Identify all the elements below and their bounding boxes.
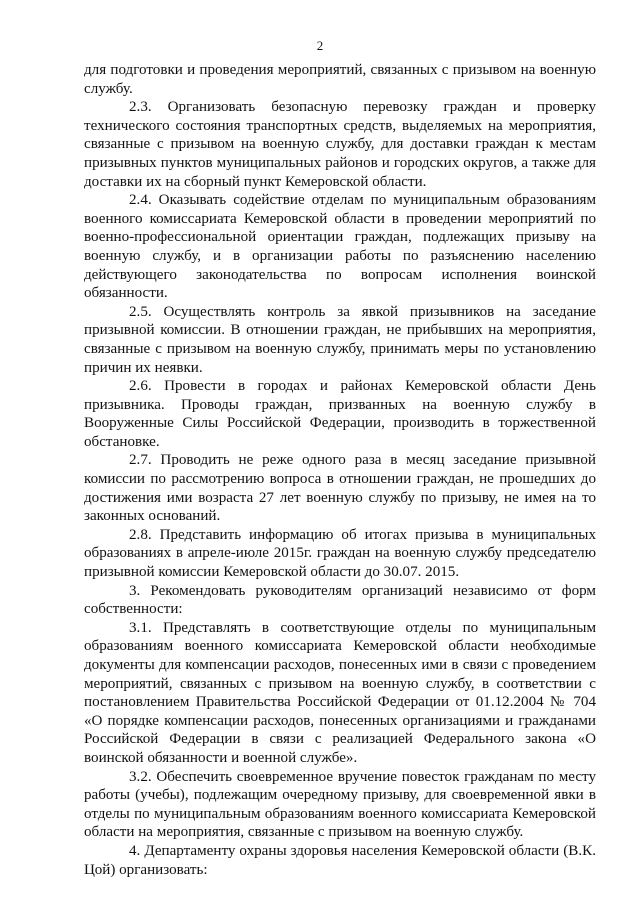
paragraph-3: 3. Рекомендовать руководителям организаций независимо от форм собственности: [84, 582, 596, 618]
paragraph-2-3: 2.3. Организовать безопасную перевозку граждан и проверку технического состояния транспортных средств, выделяемых на мероприятия, связанные с призывом на военную службу, для доставки граждан к местам призывных пунктов муниципальных районов и городских округов, а также для доставки их на сборный пункт Кемеровской области. [84, 99, 596, 190]
paragraph-3-2: 3.2. Обеспечить своевременное вручение повесток гражданам по месту работы (учебы), подлежащим очередному призыву, для своевременной явки в отделы по муниципальным образованиям военного комиссариата Кемеровской области на мероприятия, связанные с призывом на военную службу. [84, 768, 596, 841]
paragraph-2-5: 2.5. Осуществлять контроль за явкой призывников на заседание призывной комиссии. В отношении граждан, не прибывших на мероприятия, связанные с призывом на военную службу, принимать меры по установлению причин их неявки. [84, 303, 596, 376]
paragraph-continuation: для подготовки и проведения мероприятий, связанных с призывом на военную службу. [84, 62, 596, 97]
paragraph-2-8: 2.8. Представить информацию об итогах призыва в муниципальных образованиях в апреле-июле 2015г. граждан на военную службу председателю призывной комиссии Кемеровской области до 30.07. 2015. [84, 526, 596, 581]
paragraph-2-6: 2.6. Провести в городах и районах Кемеровской области День призывника. Проводы граждан, призванных на военную службу в Вооруженные Силы Российской Федерации, производить в торжественной обстановке. [84, 378, 596, 450]
page-number: 2 [316, 38, 324, 53]
paragraph-2-4: 2.4. Оказывать содействие отделам по муниципальным образованиям военного комиссариата Кемеровской области в проведении мероприятий по военно-профессиональной ориентации граждан, подлежащих призыву на военную службу, и в организации работы по разъяснению населению действующего законодательства по вопросам исполнения воинской обязанности. [84, 192, 596, 302]
document-body [84, 61, 596, 879]
paragraph-2-7: 2.7. Проводить не реже одного раза в месяц заседание призывной комиссии по рассмотрению вопроса в отношении граждан, не прошедших до достижения ими возраста 27 лет военную службу по призыву, не имея на то законных оснований. [84, 452, 596, 525]
paragraph-3-1: 3.1. Представлять в соответствующие отделы по муниципальным образованиям военного комиссариата Кемеровской области необходимые документы для компенсации расходов, понесенных ими в связи с проведением мероприятий, связанных с призывом на военную службу, в соответствии с постановлением Правительства Российской Федерации от 01.12.2004 № 704 «О порядке компенсации расходов, понесенных организациями и гражданами Российской Федерации в связи с реализацией Федерального закона «О воинской обязанности и военной службе». [84, 619, 596, 766]
paragraph-4: 4. Департаменту охраны здоровья населения Кемеровской области (В.К. Цой) организовать: [84, 842, 596, 878]
